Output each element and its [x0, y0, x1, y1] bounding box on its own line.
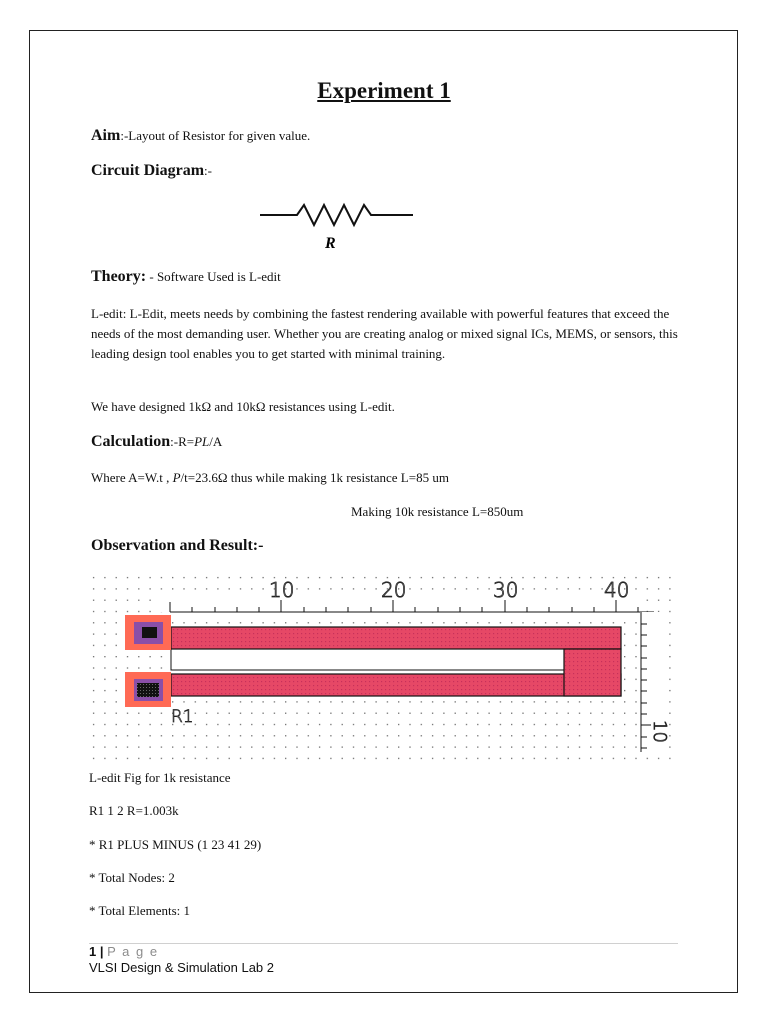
- resistor-bend: [564, 649, 621, 696]
- circuit-heading: [91, 162, 212, 180]
- page-word: P a g e: [107, 944, 159, 959]
- resistor-name: R1: [171, 707, 194, 727]
- page-title: Experiment 1: [317, 78, 451, 103]
- calculation-label: Calculation: [91, 433, 171, 450]
- page-number-value: 1: [89, 944, 97, 959]
- aim-line: [91, 127, 310, 145]
- footer-rule: [89, 943, 678, 944]
- ruler-label-40: 40: [604, 578, 630, 602]
- calculation-text-b: PL: [194, 434, 210, 449]
- making-10k-text: Making 10k resistance L=850um: [351, 504, 524, 519]
- theory-text: - Software Used is L-edit: [146, 269, 281, 284]
- designed-text: We have designed 1kΩ and 10kΩ resistances using L-edit.: [91, 399, 395, 414]
- circuit-suffix: :-: [204, 163, 212, 178]
- where-c: /t=23.6Ω thus while making 1k resistance L=85 um: [180, 470, 449, 485]
- result-line-2: * R1 PLUS MINUS (1 23 41 29): [89, 837, 262, 852]
- where-a: Where A=W.t ,: [91, 470, 173, 485]
- result-line-3: * Total Nodes: 2: [89, 870, 175, 885]
- ruler-label-20: 20: [381, 578, 407, 602]
- calculation-text-c: /A: [209, 434, 223, 449]
- metal-plus: [142, 627, 157, 638]
- aim-text: :-Layout of Resistor for given value.: [120, 128, 311, 143]
- ruler-label-30: 30: [493, 578, 519, 602]
- aim-label: Aim: [91, 127, 121, 144]
- resistor-gap: [171, 649, 564, 670]
- page-number: [89, 944, 159, 959]
- metal-minus: [137, 683, 159, 697]
- footer-lab-name: VLSI Design & Simulation Lab 2: [89, 960, 274, 975]
- circuit-label: Circuit Diagram: [91, 162, 205, 179]
- resistor-label: R: [325, 235, 336, 252]
- where-b: P: [172, 470, 181, 485]
- result-line-4: * Total Elements: 1: [89, 903, 191, 918]
- page-separator: |: [96, 944, 108, 959]
- ledit-paragraph: L-edit: L-Edit, meets needs by combining the fastest rendering available with powerful features that exceed the needs of the most demanding user. Whether you are creating analog or mixed signal ICs, MEMS, or sensors, this leading design tool enables you to get started with minimal training.: [91, 306, 678, 361]
- where-line: [91, 470, 449, 486]
- result-line-1: R1 1 2 R=1.003k: [89, 803, 179, 818]
- calculation-line: [91, 433, 222, 451]
- ledit-layout-figure: [88, 572, 680, 760]
- calculation-text-a: :-R=: [170, 434, 195, 449]
- theory-label: Theory:: [91, 268, 147, 285]
- figure-caption: L-edit Fig for 1k resistance: [89, 770, 231, 785]
- observation-heading: Observation and Result:-: [91, 537, 264, 554]
- resistor-zigzag: [260, 205, 413, 225]
- resistor-bottom-bar: [171, 674, 621, 696]
- resistor-symbol: [255, 198, 420, 256]
- resistor-top-bar: [171, 627, 621, 649]
- ruler-label-10: 10: [269, 578, 295, 602]
- theory-line: [91, 268, 281, 286]
- side-ruler-label: 10: [649, 720, 670, 743]
